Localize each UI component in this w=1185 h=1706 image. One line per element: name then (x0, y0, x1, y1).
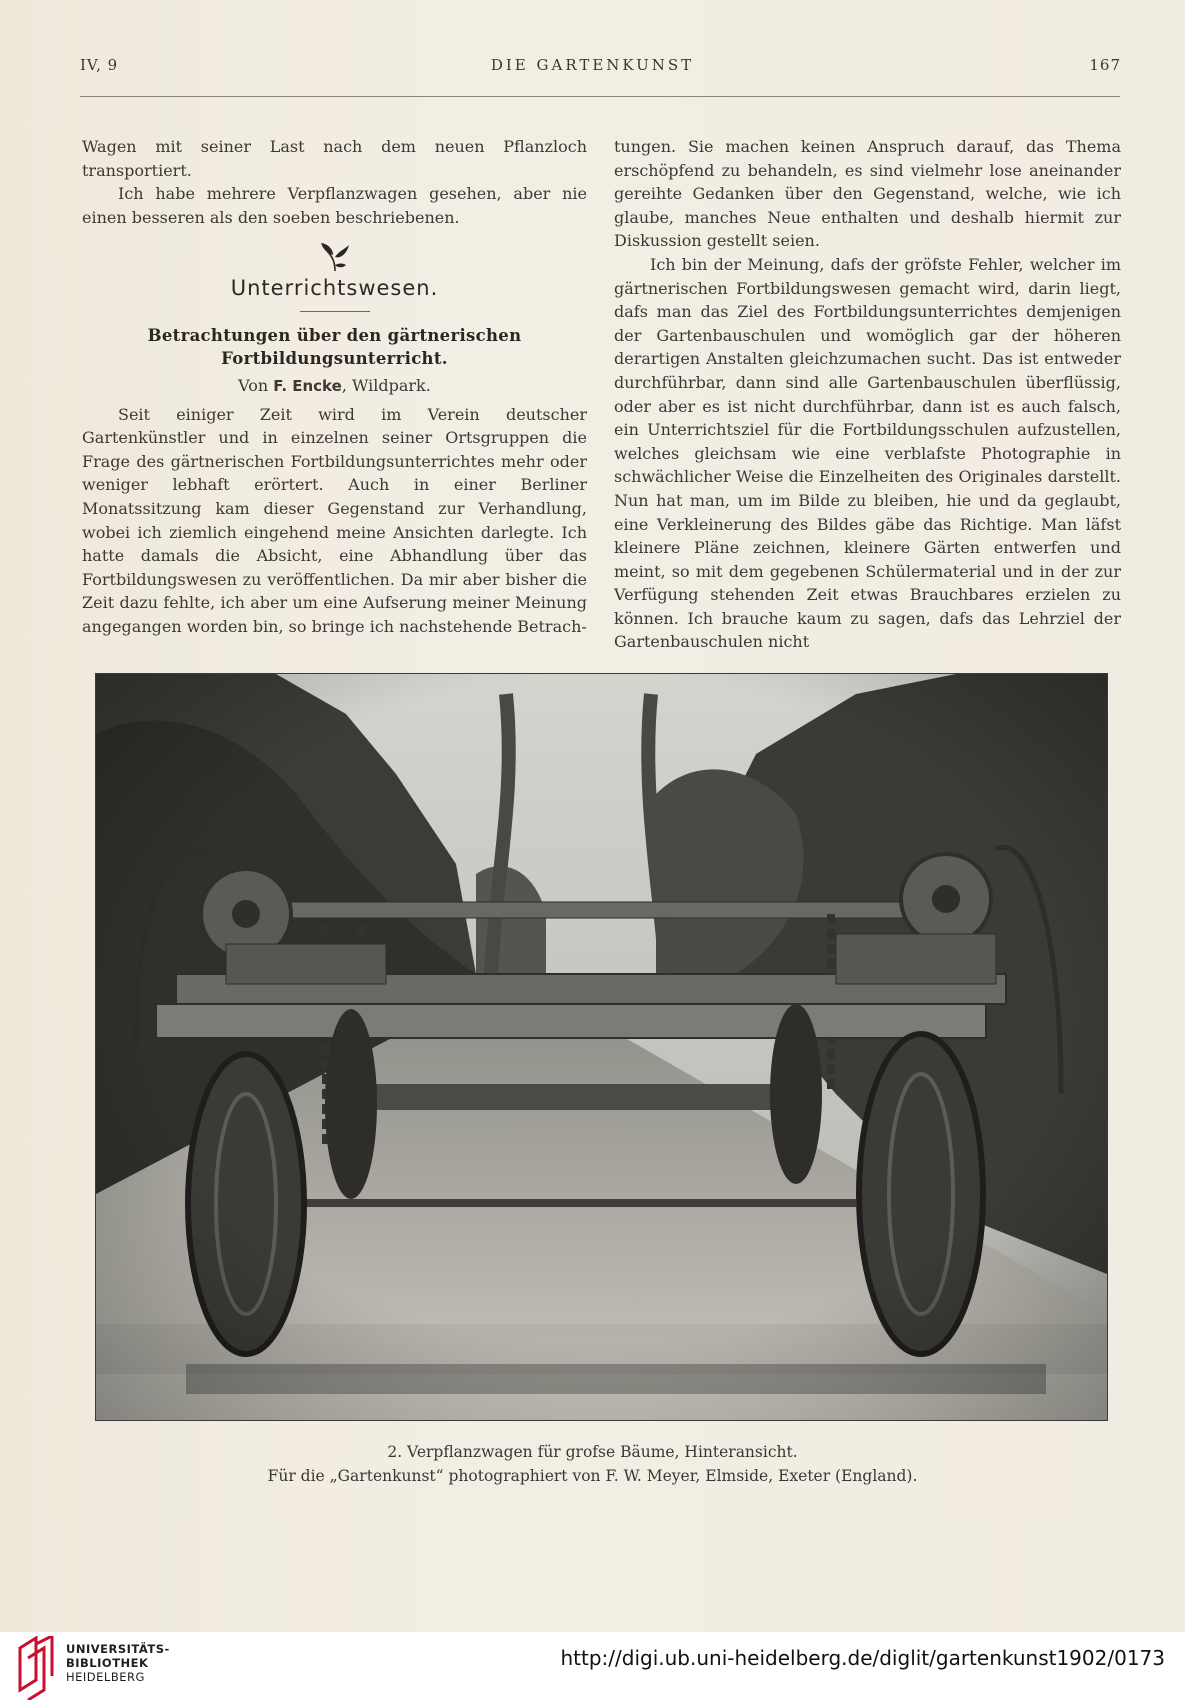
section-title: Unterrichtswesen. (230, 276, 439, 301)
volume-number: IV, 9 (80, 56, 119, 74)
paragraph: Wagen mit seiner Last nach dem neuen Pflanzloch transportiert. (82, 137, 587, 180)
byline-author: F. Encke (273, 376, 342, 395)
paragraph: Ich bin der Meinung, dafs der gröfste Fehler, welcher im gärtnerischen Fortbildungswesen gemacht wird, darin liegt, dafs man das Ziel des Fortbildungsunterrichtes demjenigen der Gartenbauschulen und womöglich gar der höheren derartigen Anstalten gleichzumachen sucht. Das ist entweder durchführbar, dann sind alle Gartenbauschulen überflüssig, oder aber es ist nicht durchführbar, dann ist es auch falsch, ein Unterrichtsziel für die Fortbildungsschulen aufzustellen, welches gleichsam wie eine verblafste Photographie in schwächlicher Weise die Einzelheiten des Originales darstellt. Nun hat man, um im Bilde zu bleiben, hie und da geglaubt, eine Verkleinerung des Bildes gäbe das Richtige. Man läfst kleinere Pläne zeichnen, kleinere Gärten entwerfen und meint, so mit dem gegebenen Schülermaterial und in der zur Verfügung stehenden Zeit etwas Brauchbares erzielen zu können. Ich brauche kaum zu sagen, dafs das Lehrziel der Gartenbauschulen nicht (614, 254, 1121, 652)
library-logo-icon (14, 1636, 60, 1704)
leaf-ornament-icon (82, 241, 587, 273)
paragraph: tungen. Sie machen keinen Anspruch darauf, das Thema erschöpfend zu behandeln, es sind vielmehr lose aneinander gereihte Gedanken über den Gegenstand, welche, wie ich glaube, manches Neue enthalten und deshalb hiermit zur Diskussion gestellt seien. (614, 137, 1121, 251)
library-name-line: HEIDELBERG (66, 1670, 145, 1684)
left-column (82, 135, 587, 639)
paragraph: Seit einiger Zeit wird im Verein deutscher Gartenkünstler und in einzelnen seiner Ortsgruppen die Frage des gärtnerischen Fortbildungsunterrichtes mehr oder weniger lebhaft erörtert. Auch in einer Berliner Monatssitzung kam dieser Gegenstand zur Verhandlung, wobei ich ziemlich eingehend meine Ansichten darlegte. Ich hatte damals die Absicht, eine Abhandlung über das Fortbildungswesen zu veröffentlichen. Da mir aber bisher die Zeit dazu fehlte, ich aber um eine Aufserung meiner Meinung angegangen worden bin, so bringe ich nachstehende Betrach- (82, 404, 587, 636)
figure-caption: 2. Verpflanzwagen für grofse Bäume, Hinteransicht. (387, 1443, 798, 1461)
byline-suffix: , Wildpark. (341, 375, 431, 395)
byline-prefix: Von (238, 375, 269, 395)
photograph-transplanting-wagon (95, 673, 1108, 1421)
library-name (66, 1642, 170, 1684)
page-number: 167 (1089, 56, 1121, 74)
divider (300, 311, 370, 312)
permalink[interactable]: http://digi.ub.uni-heidelberg.de/diglit/gartenkunst1902/0173 (560, 1646, 1165, 1670)
running-title: DIE GARTENKUNST (490, 56, 695, 74)
header-rule (80, 96, 1120, 97)
article-title: Betrachtungen über den gärtnerischen Fortbildungsunterricht. (147, 325, 522, 368)
paragraph: Ich habe mehrere Verpflanzwagen gesehen, aber nie einen besseren als den soeben beschriebenen. (82, 184, 587, 227)
right-column (614, 135, 1121, 654)
library-name-line: UNIVERSITÄTS- (66, 1642, 170, 1656)
figure-credit: Für die „Gartenkunst“ photographiert von F. W. Meyer, Elmside, Exeter (England). (267, 1467, 918, 1485)
library-name-line: BIBLIOTHEK (66, 1656, 149, 1670)
byline (82, 374, 587, 399)
